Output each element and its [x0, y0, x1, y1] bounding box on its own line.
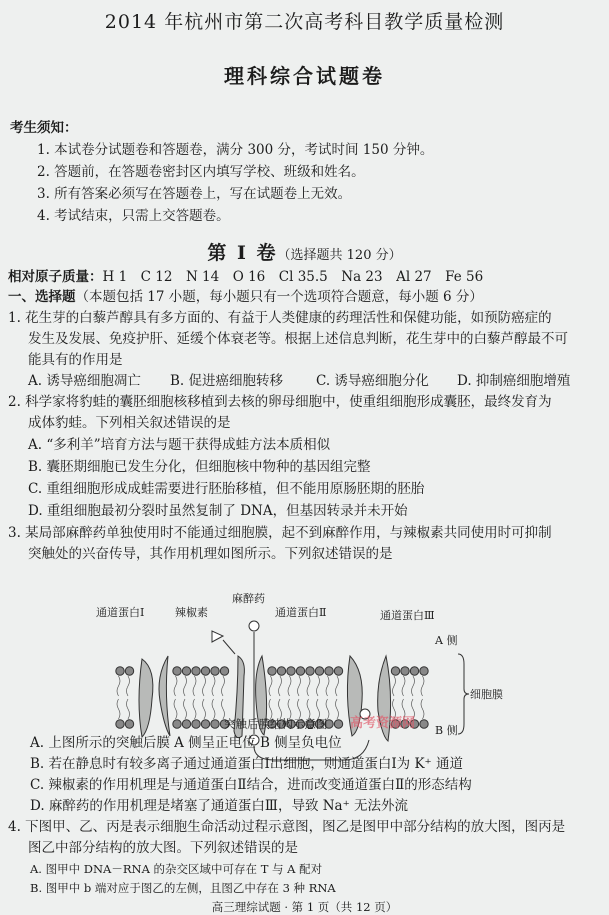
notice-item: 2. 答题前，在答题卷密封区内填写学校、班级和姓名。: [37, 164, 365, 180]
phospholipid-head: [211, 720, 219, 728]
phospholipid-tail: [222, 676, 225, 696]
phospholipid-tail: [193, 699, 196, 719]
exam-title: 2014 年杭州市第二次高考科目教学质量检测: [104, 11, 505, 33]
notice-item: 3. 所有答案必须写在答题卷上，写在试题卷上无效。: [37, 186, 352, 202]
phospholipid-tail: [269, 676, 272, 696]
page-footer: 高三理综试题 · 第 1 页（共 12 页）: [211, 900, 398, 914]
phospholipid-tail: [174, 699, 177, 719]
q1-line: 1. 花生芽的白藜芦醇具有多方面的、有益于人类健康的药理活性和保健功能，如预防癌症的: [8, 310, 552, 326]
notice-heading: 考生须知：: [10, 120, 78, 136]
membrane-brace: [458, 654, 469, 734]
label-capsaicin: 辣椒素: [175, 606, 208, 619]
section-label: 一、选择题: [8, 289, 76, 305]
q2-option: D. 重组细胞最初分裂时虽然复制了 DNA，但基因转录并未开始: [28, 503, 408, 519]
phospholipid-head: [334, 667, 342, 675]
atomic-values: H 1 C 12 N 14 O 16 Cl 35.5 Na 23 Al 27 Fe 56: [102, 269, 484, 285]
phospholipid-tail: [203, 699, 206, 719]
q3-option: B. 若在静息时有较多离子通过通道蛋白Ⅰ出细胞，则通道蛋白Ⅰ为 K⁺ 通道: [30, 756, 463, 772]
phospholipid-head: [277, 667, 285, 675]
label-channel-1: 通道蛋白Ⅰ: [96, 606, 145, 619]
phospholipid-tail: [279, 676, 282, 696]
section-heading: [8, 289, 483, 305]
phospholipid-tail: [184, 676, 187, 696]
label-side-a: A 侧: [435, 634, 458, 647]
q3-line: 突触处的兴奋传导，其作用机理如图所示。下列叙述错误的是: [28, 546, 393, 562]
phospholipid-head: [182, 720, 190, 728]
phospholipid-head: [420, 720, 428, 728]
part-note: （选择题共 120 分）: [277, 248, 402, 263]
phospholipid-tail: [307, 676, 310, 696]
q4-line: 4. 下图甲、乙、丙是表示细胞生命活动过程示意图，图乙是图甲中部分结构的放大图，图丙是: [8, 819, 566, 835]
phospholipid-tail: [402, 676, 405, 696]
phospholipid-tail: [184, 699, 187, 719]
q4-option: A. 图甲中 DNA－RNA 的杂交区域中可存在 T 与 A 配对: [30, 862, 323, 876]
phospholipid-head: [268, 667, 276, 675]
q3-option: C. 辣椒素的作用机理是与通道蛋白Ⅱ结合，进而改变通道蛋白Ⅱ的形态结构: [30, 777, 472, 793]
phospholipid-head: [401, 667, 409, 675]
phospholipid-tail: [326, 676, 329, 696]
label-channel-3: 通道蛋白Ⅲ: [380, 609, 435, 622]
phospholipid-head: [287, 667, 295, 675]
phospholipid-tail: [412, 676, 415, 696]
phospholipid-head: [173, 667, 181, 675]
q2-option: A. “多利羊”培育方法与题干获得成蛙方法本质相似: [28, 437, 331, 453]
phospholipid-tail: [174, 676, 177, 696]
phospholipid-head: [192, 667, 200, 675]
phospholipid-head: [211, 667, 219, 675]
label-anesthetic: 麻醉药: [232, 592, 265, 605]
phospholipid-head: [201, 720, 209, 728]
phospholipid-tail: [127, 676, 130, 696]
phospholipid-head: [125, 720, 133, 728]
phospholipid-head: [220, 667, 228, 675]
phospholipid-tail: [127, 699, 130, 719]
label-channel-2: 通道蛋白Ⅱ: [275, 606, 327, 619]
label-side-b: B 侧: [435, 724, 458, 737]
q2-option: B. 囊胚期细胞已发生分化，但细胞核中物种的基因组完整: [28, 459, 371, 475]
q4-option: B. 图甲中 b 端对应于图乙的左侧，且图乙中存在 3 种 RNA: [30, 881, 336, 895]
phospholipid-tail: [421, 699, 424, 719]
phospholipid-tail: [117, 699, 120, 719]
q1-option: C. 诱导癌细胞分化: [316, 373, 429, 389]
phospholipid-head: [173, 720, 181, 728]
phospholipid-head: [192, 720, 200, 728]
phospholipid-tail: [298, 676, 301, 696]
q2-line: 成体豹蛙。下列相关叙述错误的是: [28, 415, 231, 431]
phospholipid-tail: [212, 676, 215, 696]
phospholipid-head: [410, 667, 418, 675]
notice-item: 4. 考试结束，只需上交答题卷。: [37, 208, 230, 224]
phospholipid-head: [334, 720, 342, 728]
phospholipid-tail: [336, 676, 339, 696]
q3-option: A. 上图所示的突触后膜 A 侧呈正电位 B 侧呈负电位: [30, 735, 342, 751]
atomic-label: 相对原子质量：: [8, 269, 103, 285]
q3-option: D. 麻醉药的作用机理是堵塞了通道蛋白Ⅲ，导致 Na⁺ 无法外流: [30, 798, 409, 814]
q4-line: 图乙中部分结构的放大图。下列叙述错误的是: [28, 840, 298, 856]
phospholipid-head: [296, 667, 304, 675]
phospholipid-tail: [117, 676, 120, 696]
atomic-masses: [8, 269, 483, 285]
q1-line: 能具有的作用是: [28, 352, 123, 368]
q1-option: D. 抑制癌细胞增殖: [457, 373, 571, 389]
q1-line: 发生及发展、免疫护肝、延缓个体衰老等。根据上述信息判断，花生芽中的白藜芦醇最不可: [28, 331, 568, 347]
q2-line: 2. 科学家将豹蛙的囊胚细胞核移植到去核的卵母细胞中，使重组细胞形成囊胚，最终发育为: [8, 394, 552, 410]
notice-item: 1. 本试卷分试题卷和答题卷，满分 300 分，考试时间 150 分钟。: [37, 142, 434, 158]
phospholipid-tail: [203, 676, 206, 696]
phospholipid-head: [116, 667, 124, 675]
phospholipid-head: [125, 667, 133, 675]
phospholipid-head: [306, 667, 314, 675]
phospholipid-head: [420, 667, 428, 675]
capsaicin-triangle: [212, 631, 223, 642]
phospholipid-head: [325, 667, 333, 675]
q1-option: A. 诱导癌细胞凋亡: [28, 373, 141, 389]
phospholipid-head: [201, 667, 209, 675]
channel-protein-1: [159, 656, 170, 736]
phospholipid-tail: [193, 676, 196, 696]
phospholipid-tail: [212, 699, 215, 719]
phospholipid-tail: [288, 676, 291, 696]
paper-subtitle: 理科综合试题卷: [224, 64, 385, 88]
q3-line: 3. 某局部麻醉药单独使用时不能通过细胞膜，起不到麻醉作用，与辣椒素共同使用时可抑制: [8, 525, 552, 541]
phospholipid-tail: [393, 676, 396, 696]
part-title: 第 Ⅰ 卷: [207, 242, 278, 264]
phospholipid-tail: [421, 676, 424, 696]
q2-option: C. 重组细胞形成成蛙需要进行胚胎移植，但不能用原肠胚期的胚胎: [28, 481, 425, 497]
channel-protein-1: [139, 659, 153, 737]
part-heading: [0, 242, 609, 267]
q1-option: B. 促进癌细胞转移: [170, 373, 284, 389]
phospholipid-tail: [317, 676, 320, 696]
watermark: 高考资源网: [350, 716, 416, 731]
label-membrane: 细胞膜: [470, 688, 503, 701]
anesthetic-circle: [249, 621, 259, 631]
phospholipid-head: [391, 667, 399, 675]
phospholipid-tail: [336, 699, 339, 719]
phospholipid-head: [182, 667, 190, 675]
diagram-caption: 突触后膜结构示意图: [224, 717, 328, 731]
phospholipid-head: [315, 667, 323, 675]
phospholipid-head: [116, 720, 124, 728]
section-note: （本题包括 17 小题，每小题只有一个选项符合题意，每小题 6 分）: [75, 289, 483, 305]
